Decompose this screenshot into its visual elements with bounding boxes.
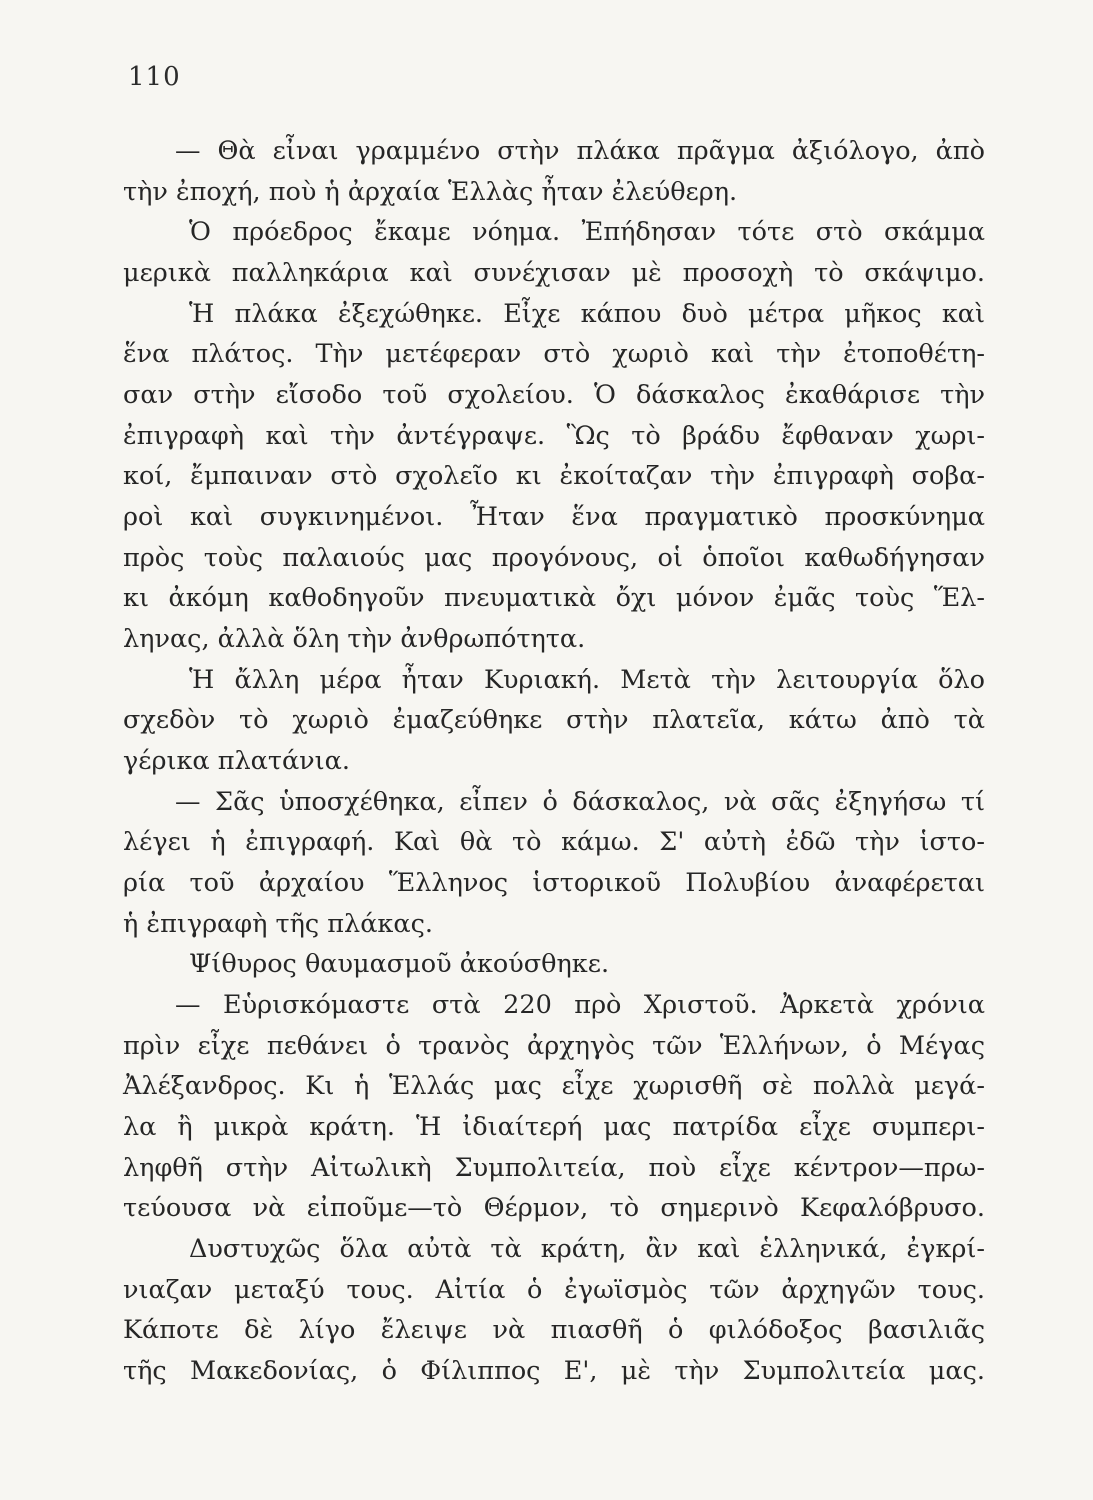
text-line: Ψίθυρος θαυμασμοῦ ἀκούσθηκε. bbox=[189, 949, 610, 979]
text-line: Ἡ ἄλλη μέρα ἦταν Κυριακή. Μετὰ τὴν λειτουργία ὅλο bbox=[189, 665, 985, 695]
text-line: νιαζαν μεταξύ τους. Αἰτία ὁ ἐγωϊσμὸς τῶν ἀρχηγῶν τους. bbox=[123, 1275, 985, 1305]
text-line: κι ἀκόμη καθοδηγοῦν πνευματικὰ ὄχι μόνον ἐμᾶς τοὺς Ἕλ- bbox=[123, 583, 985, 613]
text-line: — Σᾶς ὑποσχέθηκα, εἶπεν ὁ δάσκαλος, νὰ σᾶς ἐξηγήσω τί bbox=[175, 787, 985, 817]
text-line: Ἀλέξανδρος. Κι ἡ Ἑλλάς μας εἶχε χωρισθῆ σὲ πολλὰ μεγά- bbox=[123, 1071, 985, 1101]
text-line: — Εὑρισκόμαστε στὰ 220 πρὸ Χριστοῦ. Ἀρκετὰ χρόνια bbox=[175, 990, 985, 1020]
text-line: μερικὰ παλληκάρια καὶ συνέχισαν μὲ προσοχὴ τὸ σκάψιμο. bbox=[123, 258, 985, 288]
text-line: ἕνα πλάτος. Τὴν μετέφεραν στὸ χωριὸ καὶ τὴν ἐτοποθέτη- bbox=[123, 339, 985, 369]
text-line: ληφθῆ στὴν Αἰτωλικὴ Συμπολιτεία, ποὺ εἶχε κέντρον—πρω- bbox=[123, 1153, 985, 1183]
text-line: Κάποτε δὲ λίγο ἔλειψε νὰ πιασθῆ ὁ φιλόδοξος βασιλιᾶς bbox=[123, 1315, 985, 1345]
text-line: λα ἢ μικρὰ κράτη. Ἡ ἰδιαίτερή μας πατρίδα εἶχε συμπερι- bbox=[123, 1112, 985, 1142]
text-line: σαν στὴν εἴσοδο τοῦ σχολείου. Ὁ δάσκαλος ἐκαθάρισε τὴν bbox=[123, 380, 985, 410]
text-line: πρὸς τοὺς παλαιούς μας προγόνους, οἱ ὁποῖοι καθωδήγησαν bbox=[123, 543, 985, 573]
text-line: πρὶν εἶχε πεθάνει ὁ τρανὸς ἀρχηγὸς τῶν Ἑλλήνων, ὁ Μέγας bbox=[123, 1031, 985, 1061]
text-line: Ὁ πρόεδρος ἔκαμε νόημα. Ἐπήδησαν τότε στὸ σκάμμα bbox=[189, 217, 985, 247]
text-line: τεύουσα νὰ εἰποῦμε—τὸ Θέρμον, τὸ σημερινὸ Κεφαλόβρυσο. bbox=[123, 1193, 985, 1223]
text-line: λέγει ἡ ἐπιγραφή. Καὶ θὰ τὸ κάμω. Σ' αὐτὴ ἐδῶ τὴν ἱστο- bbox=[123, 827, 985, 857]
text-line: — Θὰ εἶναι γραμμένο στὴν πλάκα πρᾶγμα ἀξιόλογο, ἀπὸ bbox=[175, 136, 985, 166]
page-number: 110 bbox=[128, 62, 181, 92]
text-line: Δυστυχῶς ὅλα αὐτὰ τὰ κράτη, ἂν καὶ ἑλληνικά, ἐγκρί- bbox=[189, 1234, 985, 1264]
text-line: ροὶ καὶ συγκινημένοι. Ἦταν ἕνα πραγματικὸ προσκύνημα bbox=[123, 502, 985, 532]
text-line: γέρικα πλατάνια. bbox=[123, 746, 350, 776]
text-line: κοί, ἔμπαιναν στὸ σχολεῖο κι ἐκοίταζαν τὴν ἐπιγραφὴ σοβα- bbox=[123, 461, 985, 491]
text-line: σχεδὸν τὸ χωριὸ ἐμαζεύθηκε στὴν πλατεῖα, κάτω ἀπὸ τὰ bbox=[123, 705, 985, 735]
text-line: ληνας, ἀλλὰ ὅλη τὴν ἀνθρωπότητα. bbox=[123, 624, 586, 654]
text-line: ἐπιγραφὴ καὶ τὴν ἀντέγραψε. Ὣς τὸ βράδυ ἔφθαναν χωρι- bbox=[123, 421, 985, 451]
text-line: τῆς Μακεδονίας, ὁ Φίλιππος Ε', μὲ τὴν Συμπολιτεία μας. bbox=[123, 1356, 985, 1386]
text-line: Ἡ πλάκα ἐξεχώθηκε. Εἶχε κάπου δυὸ μέτρα μῆκος καὶ bbox=[189, 299, 985, 329]
text-line: ἡ ἐπιγραφὴ τῆς πλάκας. bbox=[123, 909, 433, 939]
text-line: ρία τοῦ ἀρχαίου Ἕλληνος ἱστορικοῦ Πολυβίου ἀναφέρεται bbox=[123, 868, 985, 898]
text-line: τὴν ἐποχή, ποὺ ἡ ἀρχαία Ἑλλὰς ἦταν ἐλεύθερη. bbox=[123, 177, 738, 207]
